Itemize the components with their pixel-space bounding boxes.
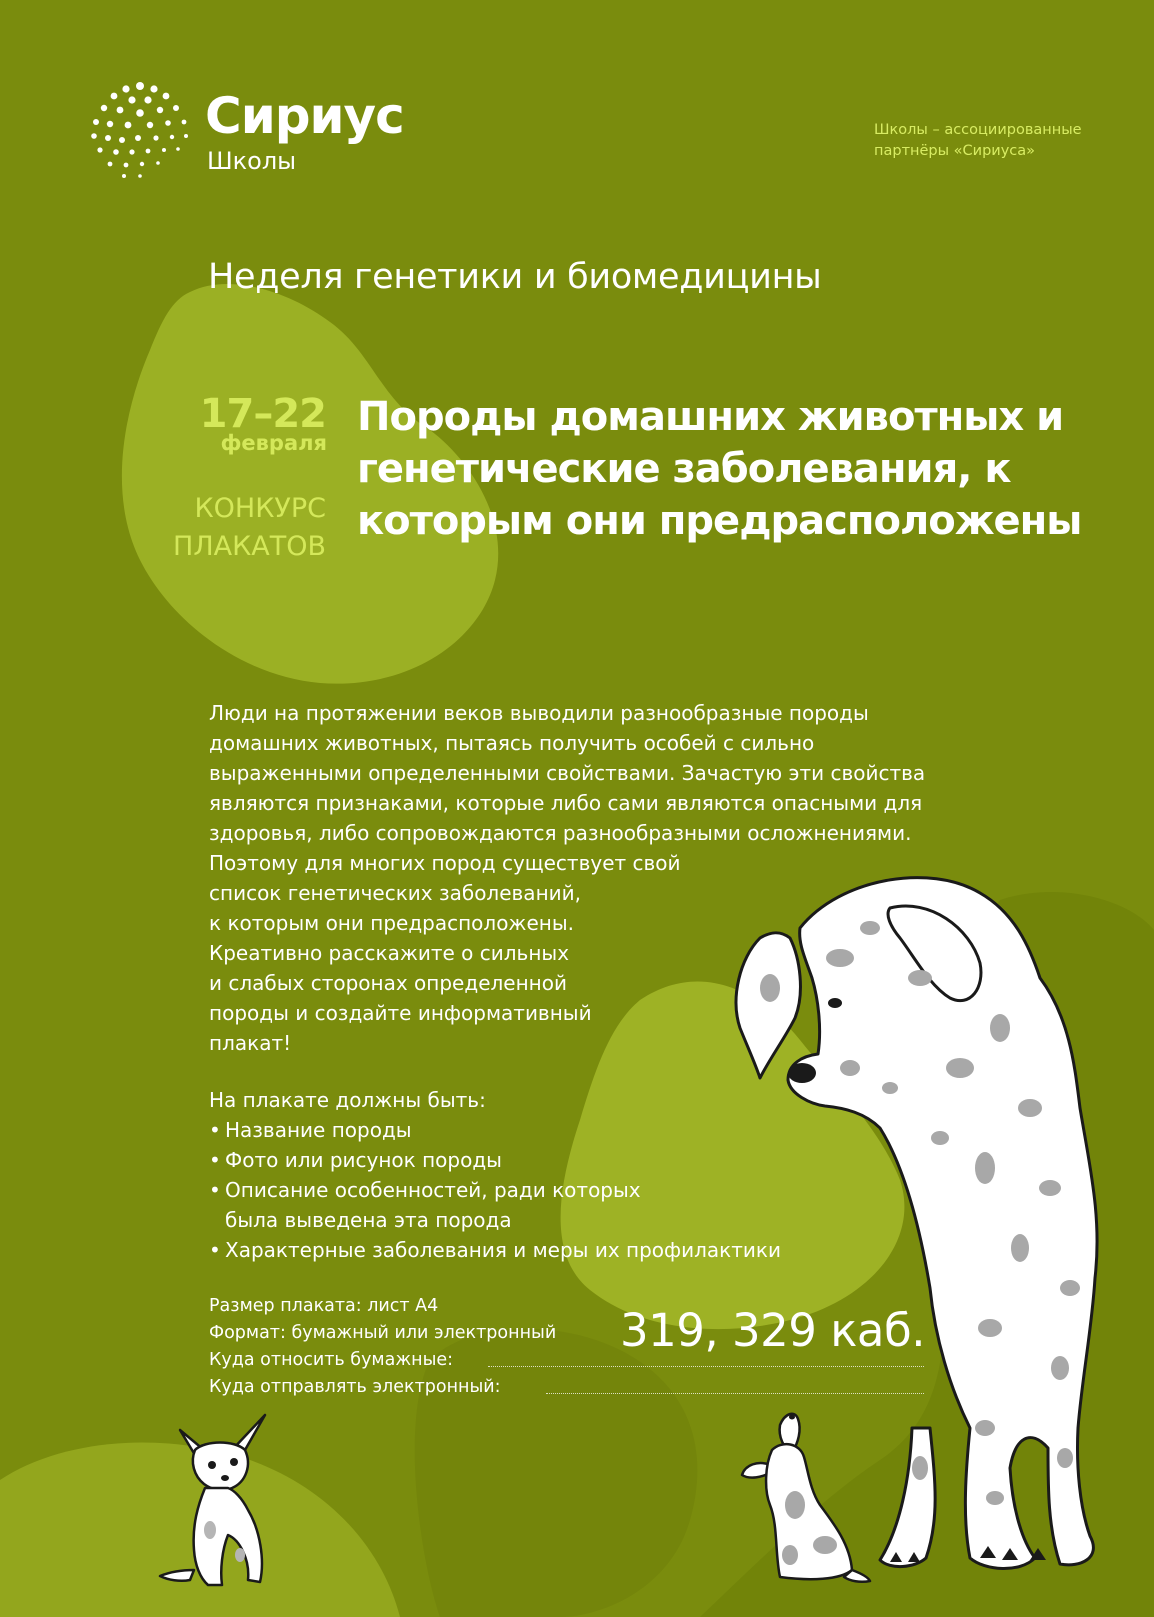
headline: Породы домашних животных и генетические заболевания, к которым они предрасположены (357, 394, 1082, 544)
poster-format: Формат: бумажный или электронный (209, 1323, 557, 1343)
electronic-destination-label: Куда отправлять электронный: (209, 1377, 501, 1397)
chihuahua-illustration (150, 1410, 280, 1595)
event-title: Неделя генетики и биомедицины (208, 257, 822, 297)
requirement-item: • Название породы (209, 1115, 929, 1145)
date-range: 17–22 (199, 391, 326, 437)
contest-label: КОНКУРС ПЛАКАТОВ (173, 493, 326, 562)
requirement-item: • Характерные заболевания и меры их профилактики (209, 1235, 929, 1265)
logo-subtitle: Школы (207, 147, 297, 175)
paper-destination-label: Куда относить бумажные: (209, 1350, 454, 1370)
room-note: 319, 329 каб. (620, 1304, 926, 1357)
date-month: февраля (220, 431, 327, 455)
logo-wordmark: Сириус (205, 87, 404, 145)
partners-note: Школы – ассоциированные партнёры «Сириуса» (874, 122, 1082, 159)
puppy-illustration (740, 1405, 880, 1585)
requirement-item: • Фото или рисунок породы (209, 1145, 929, 1175)
poster-size: Размер плаката: лист А4 (209, 1296, 439, 1316)
requirement-item: • Описание особенностей, ради которых была выведена эта порода (209, 1175, 929, 1235)
dot-sphere-icon (88, 80, 192, 180)
intro-text: Люди на протяжении веков выводили разнообразные породы домашних животных, пытаясь получить особей с сильно выраженными определенными свойствами. Зачастую эти свойства являются признаками, которые либо сами являются опасными для здоровья, либо сопровождаются разнообразными осложнениями. Поэтому для многих пород существует свой список генетических заболеваний, к которым они предрасположены. Креативно расскажите о сильных и слабых сторонах определенной породы и создайте информативный плакат! (209, 701, 926, 1055)
requirements-title: На плакате должны быть: (209, 1088, 486, 1112)
